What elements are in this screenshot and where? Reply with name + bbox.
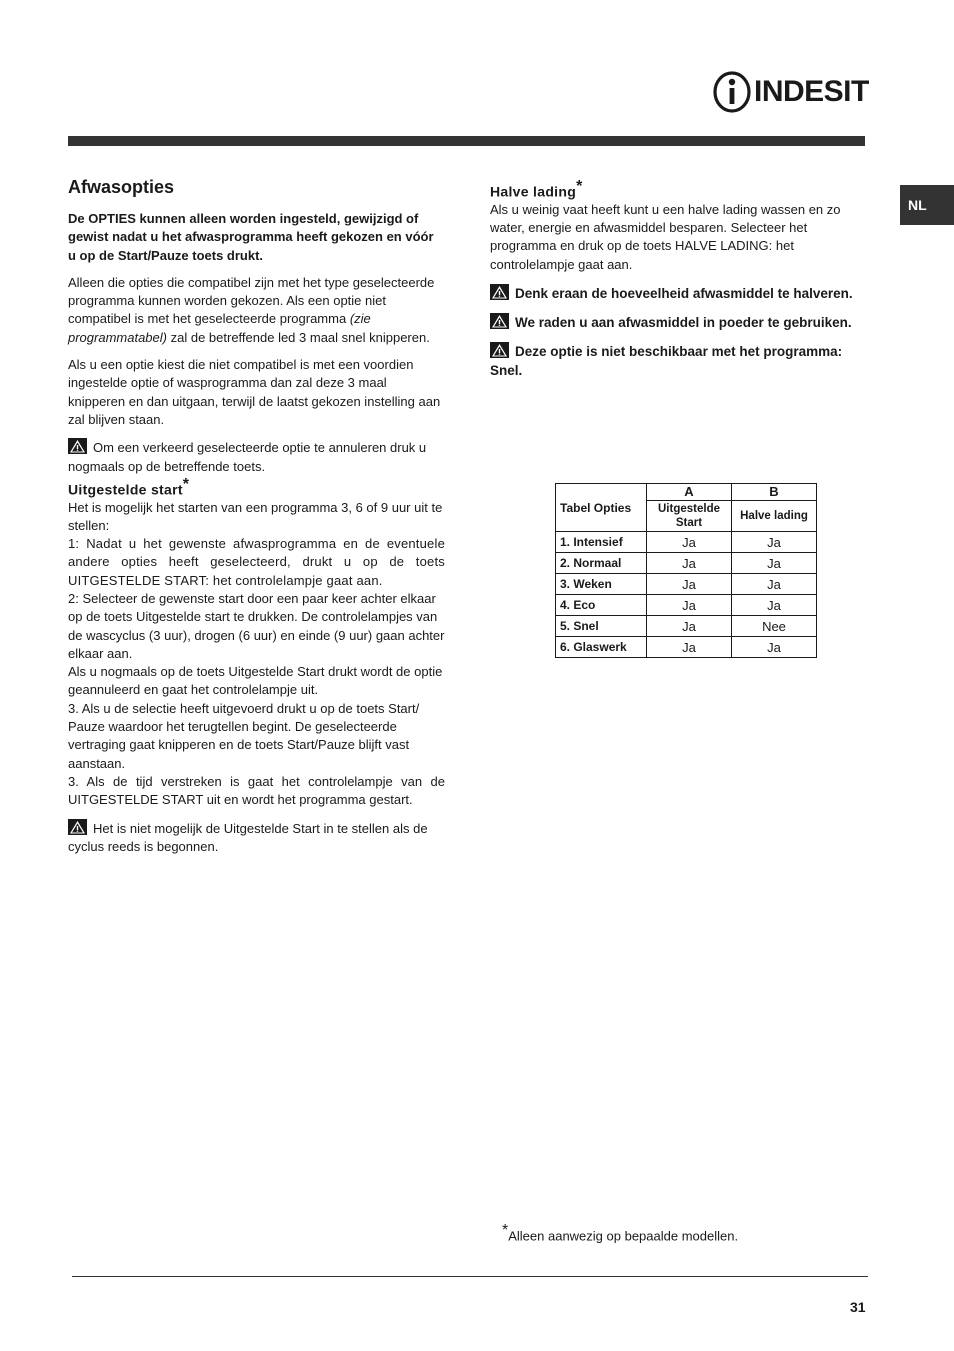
compat-paragraph — [68, 274, 445, 347]
row-label: 1. Intensief — [556, 532, 647, 553]
column-b-letter: B — [732, 484, 817, 501]
footer-rule — [72, 1276, 868, 1277]
row-label: 5. Snel — [556, 616, 647, 637]
cell-a: Ja — [647, 616, 732, 637]
compat-text-italic: (zie programmatabel) — [68, 311, 371, 345]
cell-a: Ja — [647, 553, 732, 574]
delay-line-1: 1: Nadat u het gewenste afwasprogramma en de eventuele andere opties heeft geselecteerd, drukt u op de toets UITGESTELDE START: het controlelampje gaat aan. — [68, 536, 445, 588]
warning-cancel — [68, 438, 445, 476]
warning-delay — [68, 819, 445, 857]
table-row — [556, 553, 817, 574]
warning-icon — [490, 342, 509, 358]
footnote — [502, 1222, 738, 1243]
warning-detergent-half — [490, 284, 865, 303]
warning-delay-text: Het is niet mogelijk de Uitgestelde Start in te stellen als de cyclus reeds is begonnen. — [68, 820, 428, 854]
logo-wordmark: INDESIT — [754, 75, 869, 108]
asterisk: * — [502, 1222, 509, 1239]
footnote-text: Alleen aanwezig op bepaalde modellen. — [508, 1228, 739, 1244]
page-title: Afwasopties — [68, 177, 175, 197]
warning-not-available — [490, 342, 865, 380]
delay-start-title: Uitgestelde start — [68, 481, 183, 498]
column-a-letter: A — [647, 484, 732, 501]
cell-a: Ja — [647, 532, 732, 553]
row-label: 4. Eco — [556, 595, 647, 616]
asterisk: * — [576, 178, 583, 195]
table-row — [556, 532, 817, 553]
table-row — [556, 637, 817, 658]
delay-line-4: 3. Als u de selectie heeft uitgevoerd drukt u op de toets Start/ Pauze waardoor het terugtellen begint. De geselecteerde vertraging gaat knipperen en de toets Start/Pauze blijft vast aanstaan. — [68, 700, 420, 771]
table-label: Tabel Opties — [556, 484, 647, 532]
half-load-heading — [490, 178, 865, 201]
compat-text-a: Alleen die opties die compatibel zijn met het type geselecteerde programma kunnen worden gekozen. Als een optie niet compatibel is met het geselecteerde programma — [68, 274, 435, 327]
right-column — [490, 178, 865, 380]
delay-line-5: 3. Als de tijd verstreken is gaat het controlelampje van de UITGESTELDE START uit en wordt het programma gestart. — [68, 773, 445, 808]
warning-detergent-half-text: Denk eraan de hoeveelheid afwasmiddel te halveren. — [515, 285, 853, 301]
cell-b: Ja — [732, 595, 817, 616]
warning-powder — [490, 313, 865, 332]
incompat-paragraph: Als u een optie kiest die niet compatibel is met een voordien ingestelde optie of wasprogramma dan zal deze 3 maal knipperen en dan uitgaan, terwijl de laatst gekozen instelling aan zal blijven staan. — [68, 357, 441, 427]
cell-b: Ja — [732, 574, 817, 595]
warning-not-available-text: Deze optie is niet beschikbaar met het programma: Snel. — [490, 343, 843, 378]
compat-text-b: zal de betreffende led 3 maal snel knipperen. — [167, 329, 430, 345]
table-row — [556, 595, 817, 616]
table-row — [556, 616, 817, 637]
column-b-name: Halve lading — [732, 501, 817, 532]
delay-start-heading — [68, 476, 445, 499]
delay-line-2: 2: Selecteer de gewenste start door een paar keer achter elkaar op de toets Uitgestelde start te drukken. De controlelampjes van de wascyclus (3 uur), drogen (6 uur) en einde (9 uur) gaan achter elkaar aan. — [68, 591, 445, 661]
page-number: 31 — [850, 1299, 866, 1315]
indesit-logo — [712, 70, 869, 114]
cell-b: Nee — [732, 616, 817, 637]
warning-icon — [490, 313, 509, 329]
row-label: 2. Normaal — [556, 553, 647, 574]
cell-a: Ja — [647, 595, 732, 616]
row-label: 6. Glaswerk — [556, 637, 647, 658]
asterisk: * — [182, 475, 190, 493]
left-column — [68, 176, 445, 856]
half-load-title: Halve lading — [490, 183, 577, 200]
warning-icon — [490, 284, 509, 300]
column-a-name: Uitgestelde Start — [647, 501, 732, 532]
cell-b: Ja — [732, 532, 817, 553]
options-table — [555, 483, 817, 658]
delay-line-3: Als u nogmaals op de toets Uitgestelde Start drukt wordt de optie geannuleerd en gaat het controlelampje uit. — [68, 664, 443, 698]
warning-powder-text: We raden u aan afwasmiddel in poeder te gebruiken. — [515, 314, 852, 330]
header-rule — [68, 136, 865, 146]
cell-b: Ja — [732, 553, 817, 574]
language-tab: NL — [900, 185, 954, 225]
warning-cancel-text: Om een verkeerd geselecteerde optie te annuleren druk u nogmaals op de betreffende toets. — [68, 440, 427, 474]
table-header-row — [556, 484, 817, 501]
cell-a: Ja — [647, 574, 732, 595]
intro-bold: De OPTIES kunnen alleen worden ingesteld, gewijzigd of gewist nadat u het afwasprogramma heeft gekozen en vóór u op de Start/Pauze toets drukt. — [68, 211, 434, 263]
warning-icon — [68, 438, 87, 454]
logo-mark-icon — [712, 70, 752, 114]
cell-a: Ja — [647, 637, 732, 658]
warning-icon — [68, 819, 87, 835]
row-label: 3. Weken — [556, 574, 647, 595]
delay-line-0: Het is mogelijk het starten van een programma 3, 6 of 9 uur uit te stellen: — [68, 499, 443, 533]
half-load-text: Als u weinig vaat heeft kunt u een halve lading wassen en zo water, energie en afwasmiddel besparen. Selecteer het programma en druk op de toets HALVE LADING: het controlelampje gaat aan. — [490, 201, 841, 272]
cell-b: Ja — [732, 637, 817, 658]
table-row — [556, 574, 817, 595]
